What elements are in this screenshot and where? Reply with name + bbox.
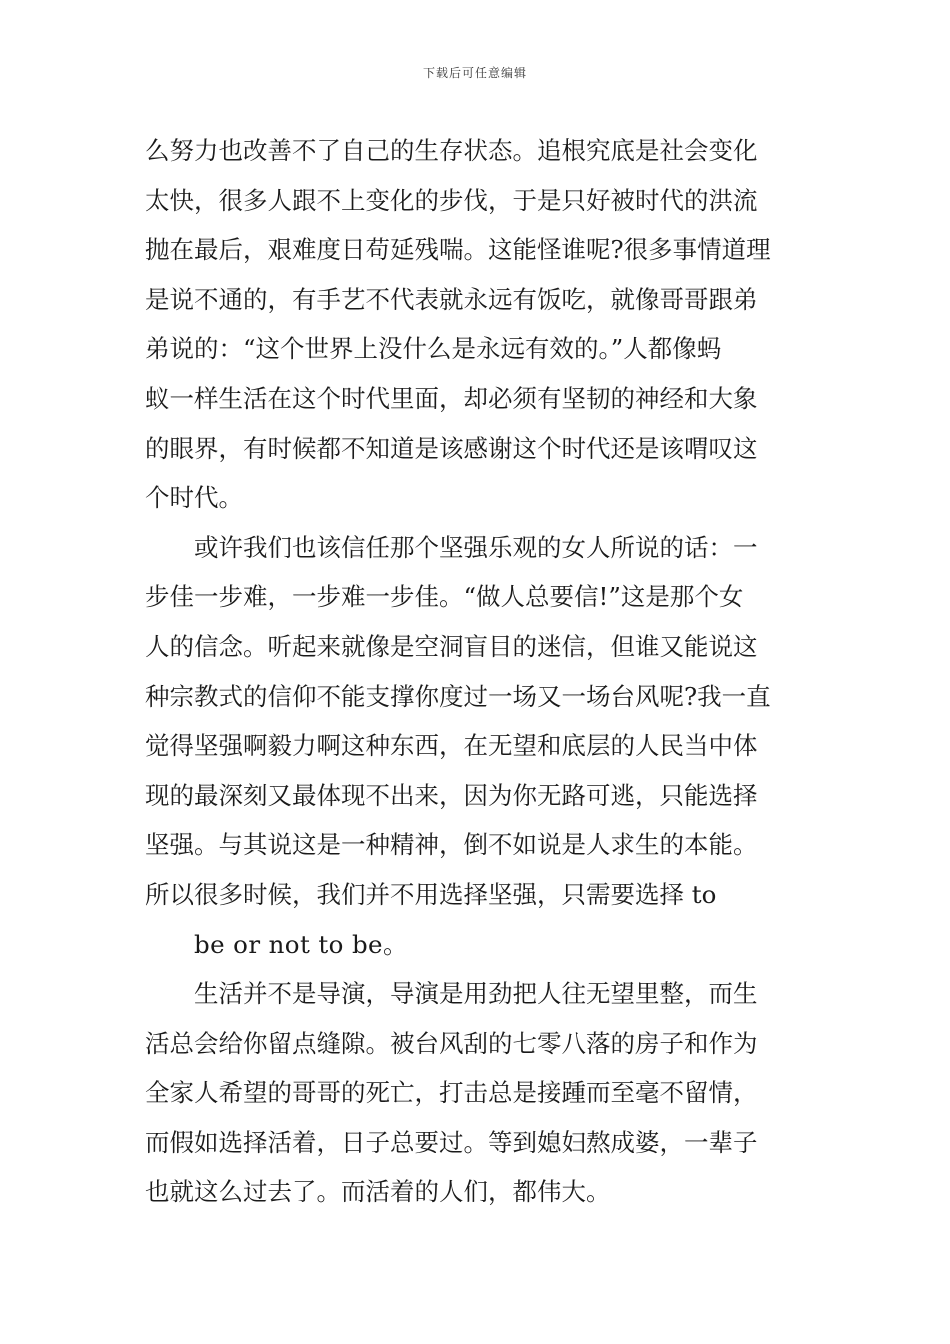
text-line: 也就这么过去了。而活着的人们，都伟大。 (145, 1177, 611, 1207)
body-text (145, 126, 807, 1217)
text-line: 觉得坚强啊毅力啊这种东西，在无望和底层的人民当中体 (145, 731, 758, 761)
text-line: 抛在最后，艰难度日苟延残喘。这能怪谁呢?很多事情道理 (145, 235, 771, 265)
text-line: 个时代。 (145, 483, 243, 513)
text-line: 弟说的：“这个世界上没什么是永远有效的。”人都像蚂 (145, 334, 722, 364)
paragraph-start-line: 或许我们也该信任那个坚强乐观的女人所说的话：一 (194, 532, 758, 562)
text-line: 么努力也改善不了自己的生存状态。追根究底是社会变化 (145, 136, 758, 165)
text-line: 所以很多时候，我们并不用选择坚强，只需要选择 to (145, 879, 717, 909)
text-line: 是说不通的，有手艺不代表就永远有饭吃，就像哥哥跟弟 (145, 284, 758, 314)
text-line: 人的信念。听起来就像是空洞盲目的迷信，但谁又能说这 (145, 631, 758, 661)
text-line: 蚁一样生活在这个时代里面，却必须有坚韧的神经和大象 (145, 383, 758, 413)
text-line: 的眼界，有时候都不知道是该感谢这个时代还是该喟叹这 (145, 433, 758, 463)
text-line: 步佳一步难，一步难一步佳。“做人总要信!”这是那个女 (145, 582, 744, 612)
text-line: 活总会给你留点缝隙。被台风刮的七零八落的房子和作为 (145, 1028, 758, 1058)
text-line: 而假如选择活着，日子总要过。等到媳妇熬成婆，一辈子 (145, 1127, 758, 1157)
paragraph-start-line: 生活并不是导演，导演是用劲把人往无望里整，而生 (194, 979, 758, 1009)
text-line: 现的最深刻又最体现不出来，因为你无路可逃，只能选择 (145, 780, 758, 810)
text-line: 全家人希望的哥哥的死亡，打击总是接踵而至毫不留情， (145, 1078, 758, 1108)
text-line: be or not to be。 (194, 929, 408, 959)
text-line: 坚强。与其说这是一种精神，倒不如说是人求生的本能。 (145, 830, 758, 860)
text-line: 太快，很多人跟不上变化的步伐，于是只好被时代的洪流 (145, 185, 758, 215)
header-note: 下载后可任意编辑 (422, 66, 527, 80)
text-line: 种宗教式的信仰不能支撑你度过一场又一场台风呢?我一直 (145, 681, 771, 711)
